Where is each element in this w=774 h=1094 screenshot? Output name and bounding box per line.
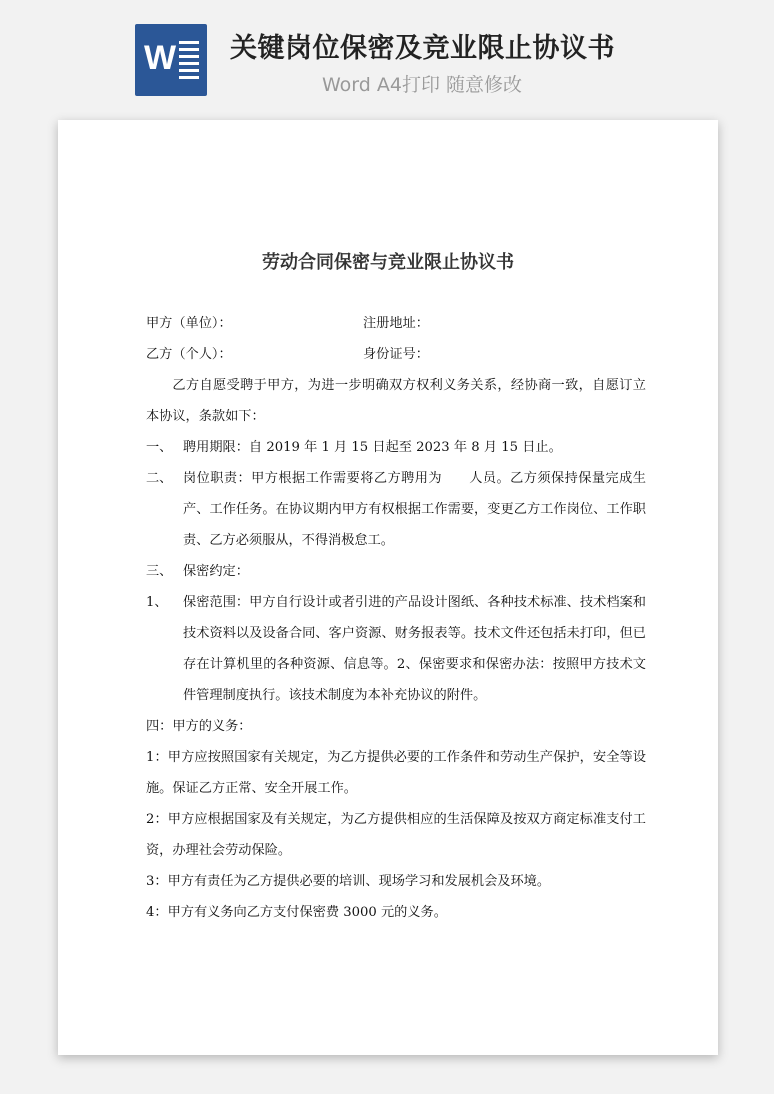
clause-1-number: 一、 [146, 440, 173, 455]
document-title: 劳动合同保密与竞业限止协议书 [262, 252, 514, 273]
obligation-item-4: 4：甲方有义务向乙方支付保密费 3000 元的义务。 [146, 905, 447, 920]
clause-4-heading: 四：甲方的义务： [146, 719, 252, 734]
clause-3-1 [146, 587, 646, 711]
party-b-id-label: 身份证号： [363, 347, 429, 362]
obligation-item-1: 1：甲方应按照国家有关规定，为乙方提供必要的工作条件和劳动生产保护，安全等设施。保证乙方正常、安全开展工作。 [146, 750, 646, 796]
clause-2 [146, 463, 646, 556]
party-b-row [146, 339, 646, 370]
word-logo-lines [179, 41, 199, 83]
document-body [146, 308, 646, 928]
clause-3-1-number: 1、 [146, 595, 168, 610]
party-a-label: 甲方（单位）： [146, 316, 232, 331]
clause-2-text: 岗位职责：甲方根据工作需要将乙方聘用为 人员。乙方须保持保量完成生产、工作任务。在协议期内甲方有权根据工作需要，变更乙方工作岗位、工作职责、乙方必须服从，不得消极怠工。 [183, 471, 646, 548]
party-b-label: 乙方（个人）： [146, 347, 232, 362]
page-subtitle: Word A4打印 随意修改 [322, 74, 523, 96]
clause-3-text: 保密约定： [183, 564, 249, 579]
clause-1 [146, 432, 646, 463]
clause-3-1-text: 保密范围：甲方自行设计或者引进的产品设计图纸、各种技术标准、技术档案和技术资料以及设备合同、客户资源、财务报表等。技术文件还包括未打印，但已存在计算机里的各种资源、信息等。2、保密要求和保密办法：按照甲方技术文件管理制度执行。该技术制度为本补充协议的附件。 [183, 595, 646, 703]
page-title: 关键岗位保密及竞业限止协议书 [230, 33, 615, 64]
obligation-item-3: 3：甲方有责任为乙方提供必要的培训、现场学习和发展机会及环境。 [146, 874, 551, 889]
clause-3 [146, 556, 646, 587]
party-a-row [146, 308, 646, 339]
word-icon [135, 24, 207, 96]
document-page [58, 120, 718, 1055]
word-logo-letter: W [144, 39, 177, 77]
party-a-address-label: 注册地址： [363, 316, 429, 331]
clause-2-number: 二、 [146, 471, 173, 486]
clause-1-text: 聘用期限：自 2019 年 1 月 15 日起至 2023 年 8 月 15 日止。 [183, 440, 562, 455]
page-header [0, 0, 774, 110]
clause-3-number: 三、 [146, 564, 173, 579]
obligation-item-2: 2：甲方应根据国家及有关规定，为乙方提供相应的生活保障及按双方商定标准支付工资，办理社会劳动保险。 [146, 812, 646, 858]
intro-paragraph: 乙方自愿受聘于甲方，为进一步明确双方权利义务关系，经协商一致，自愿订立本协议，条款如下： [146, 378, 646, 424]
